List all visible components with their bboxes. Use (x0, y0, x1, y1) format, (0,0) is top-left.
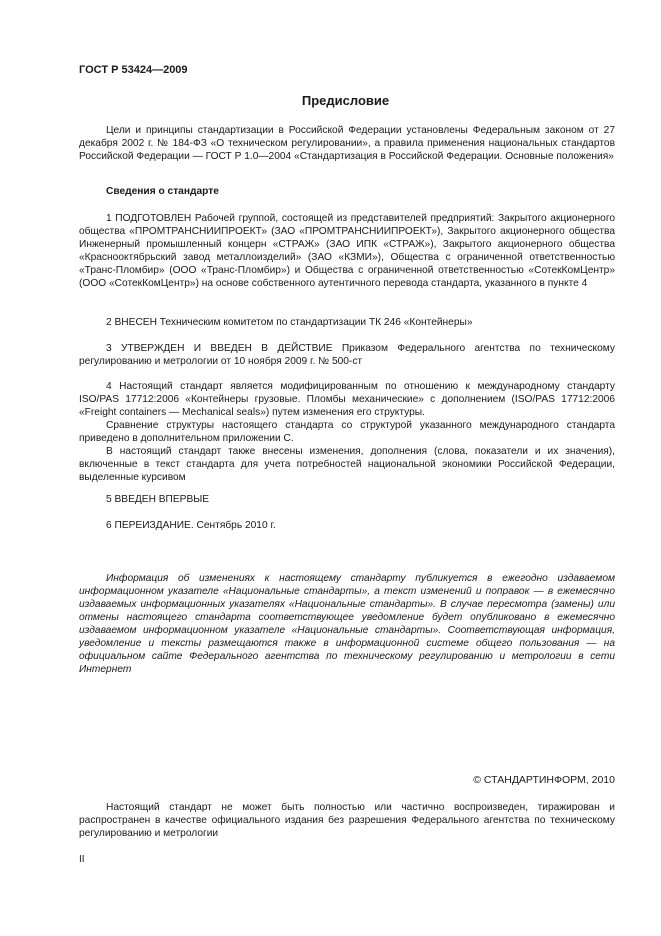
item-4: 4 Настоящий стандарт является модифицированным по отношению к международному стандарту ISO/PAS 17712:2006 «Контейнеры грузовые. Пломбы механические» с дополнением (ISO/PAS 17712:2006 «Freight containers — Mechanical seals») путем изменения его структуры. (79, 381, 615, 418)
item-3: 3 УТВЕРЖДЕН И ВВЕДЕН В ДЕЙСТВИЕ Приказом Федерального агентства по техническому регулированию и метрологии от 10 ноября 2009 г. № 500-ст (79, 343, 615, 367)
item-4-comparison: Сравнение структуры настоящего стандарта со структурой указанного международного стандарта приведено в дополнительном приложении С. (79, 420, 615, 444)
item-5-block (79, 493, 615, 506)
item-2-block (79, 316, 615, 329)
about-standard-heading: Сведения о стандарте (106, 186, 219, 197)
item-3-block (79, 342, 615, 368)
page-number: II (79, 854, 85, 865)
reproduction-notice: Настоящий стандарт не может быть полностью или частично воспроизведен, тиражирован и распространен в качестве официального издания без разрешения Федерального агентства по техническому регулированию и метрологии (79, 802, 615, 839)
item-4-changes: В настоящий стандарт также внесены изменения, дополнения (слова, показатели и их значения), включенные в текст стандарта для учета потребностей национальной экономики Российской Федерации, выделенные курсивом (79, 446, 615, 483)
document-number: ГОСТ Р 53424—2009 (79, 64, 188, 76)
item-6: 6 ПЕРЕИЗДАНИЕ. Сентябрь 2010 г. (106, 520, 276, 531)
preface-intro-block (79, 124, 615, 163)
item-1: 1 ПОДГОТОВЛЕН Рабочей группой, состоящей из представителей предприятий: Закрытого акционерного общества «ПРОМТРАНСНИИПРОЕКТ» (ЗАО «ПРОМТРАНСНИИПРОЕКТ»), Закрытого акционерного общества Инженерный промышленный концерн «СТРАЖ» (ЗАО ИПК «СТРАЖ»), Закрытого акционерного общества «Краснооктябрьский завод металлоизделий» (ЗАО «КЗМИ»), Общества с ограниченной ответственностью «Транс-Пломбир» (ООО «Транс-Пломбир») и Общества с ограниченной ответственностью «СотекКомЦентр» (ООО «СотекКомЦентр») на основе собственного аутентичного перевода стандарта, указанного в пункте 4 (79, 213, 615, 289)
changes-notice: Информация об изменениях к настоящему стандарту публикуется в ежегодно издаваемом информационном указателе «Национальные стандарты», а текст изменений и поправок — в ежемесячно издаваемых информационных указателях «Национальные стандарты». В случае пересмотра (замены) или отмены настоящего стандарта соответствующее уведомление будет опубликовано в ежемесячно издаваемом информационном указателе «Национальные стандарты». Соответствующая информация, уведомление и тексты размещаются также в информационной системе общего пользования — на официальном сайте Федерального агентства по техническому регулированию и метрологии в сети Интернет (79, 573, 615, 675)
item-1-block (79, 212, 615, 290)
preface-intro: Цели и принципы стандартизации в Российской Федерации установлены Федеральным законом от 27 декабря 2002 г. № 184-ФЗ «О техническом регулировании», а правила применения национальных стандартов Российской Федерации — ГОСТ Р 1.0—2004 «Стандартизация в Российской Федерации. Основные положения» (79, 125, 615, 162)
item-2: 2 ВНЕСЕН Техническим комитетом по стандартизации ТК 246 «Контейнеры» (106, 317, 473, 328)
item-4-block (79, 380, 615, 484)
item-5: 5 ВВЕДЕН ВПЕРВЫЕ (106, 494, 210, 505)
preface-title: Предисловие (301, 93, 390, 108)
item-6-block (79, 519, 615, 532)
changes-notice-block (79, 572, 615, 676)
copyright-line: © СТАНДАРТИНФОРМ, 2010 (473, 774, 615, 786)
reproduction-notice-block (79, 801, 615, 840)
